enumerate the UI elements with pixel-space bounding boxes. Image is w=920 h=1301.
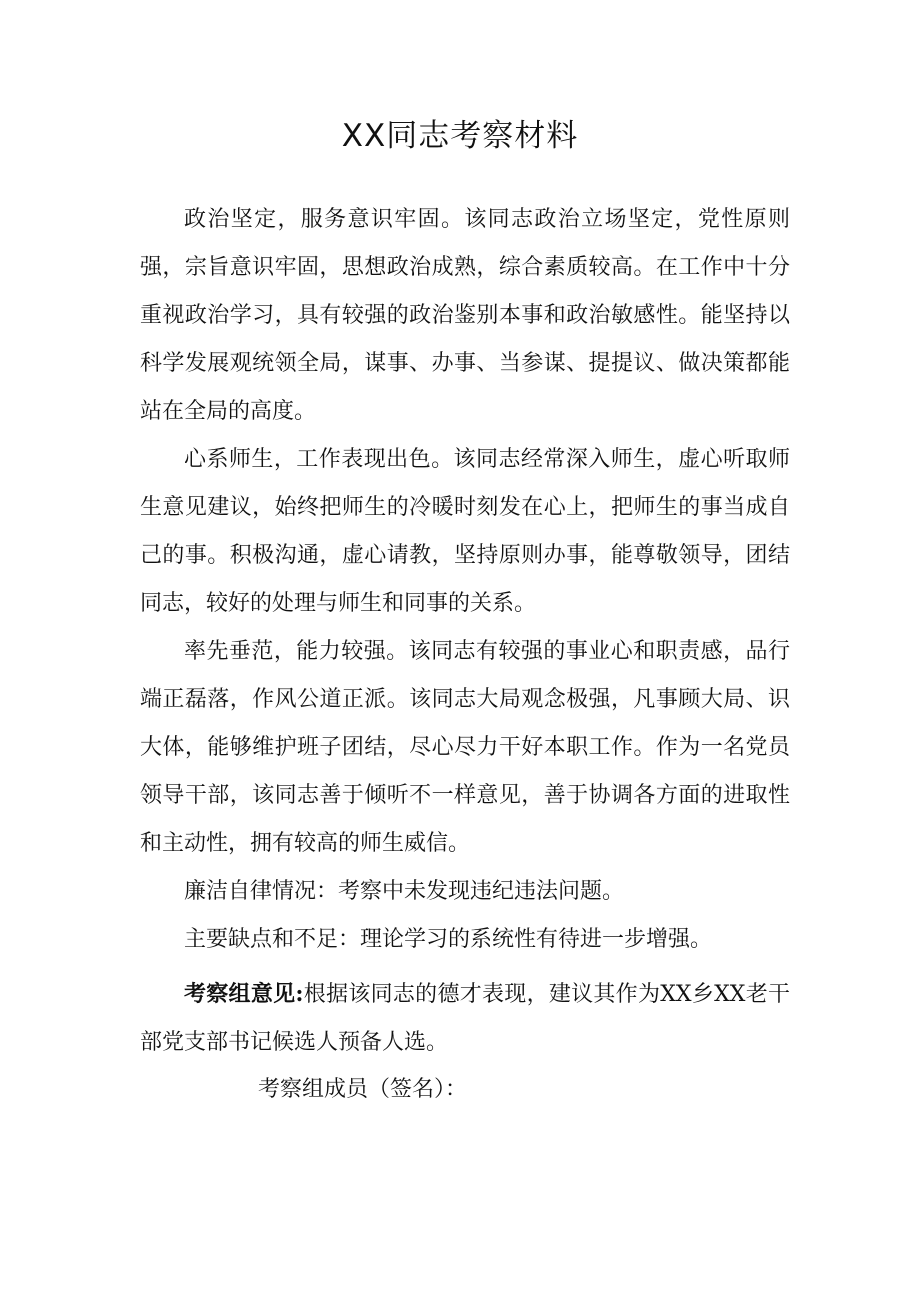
paragraph-work-performance: 心系师生，工作表现出色。该同志经常深入师生，虚心听取师生意见建议，始终把师生的冷暖时刻发在心上，把师生的事当成自己的事。积极沟通，虚心请教，坚持原则办事，能尊敬领导，团结同志，较好的处理与师生和同事的关系。 (140, 447, 790, 616)
paragraph-political-stance: 政治坚定，服务意识牢固。该同志政治立场坚定，党性原则强，宗旨意识牢固，思想政治成熟，综合素质较高。在工作中十分重视政治学习，具有较强的政治鉴别本事和政治敏感性。能坚持以科学发展观统领全局，谋事、办事、当参谋、提提议、做决策都能站在全局的高度。 (140, 207, 790, 424)
opinion-text: 根据该同志的德才表现，建议其作为XX乡XX老干部党支部书记候选人预备人选。 (140, 982, 790, 1055)
paragraph-opinion (140, 970, 790, 1067)
paragraph-integrity: 廉洁自律情况：考察中未发现违纪违法问题。 (184, 879, 625, 904)
opinion-label: 考察组意见: (184, 981, 304, 1007)
document-title: XX同志考察材料 (341, 118, 579, 154)
paragraph-shortcomings: 主要缺点和不足：理论学习的系统性有待进一步增强。 (184, 927, 713, 952)
paragraph-ability: 率先垂范，能力较强。该同志有较强的事业心和职责感，品行端正磊落，作风公道正派。该同志大局观念极强，凡事顾大局、识大体，能够维护班子团结，尽心尽力干好本职工作。作为一名党员领导干部，该同志善于倾听不一样意见，善于协调各方面的进取性和主动性，拥有较高的师生威信。 (140, 639, 790, 856)
signers-label: 考察组成员（签名）： (258, 1077, 468, 1102)
